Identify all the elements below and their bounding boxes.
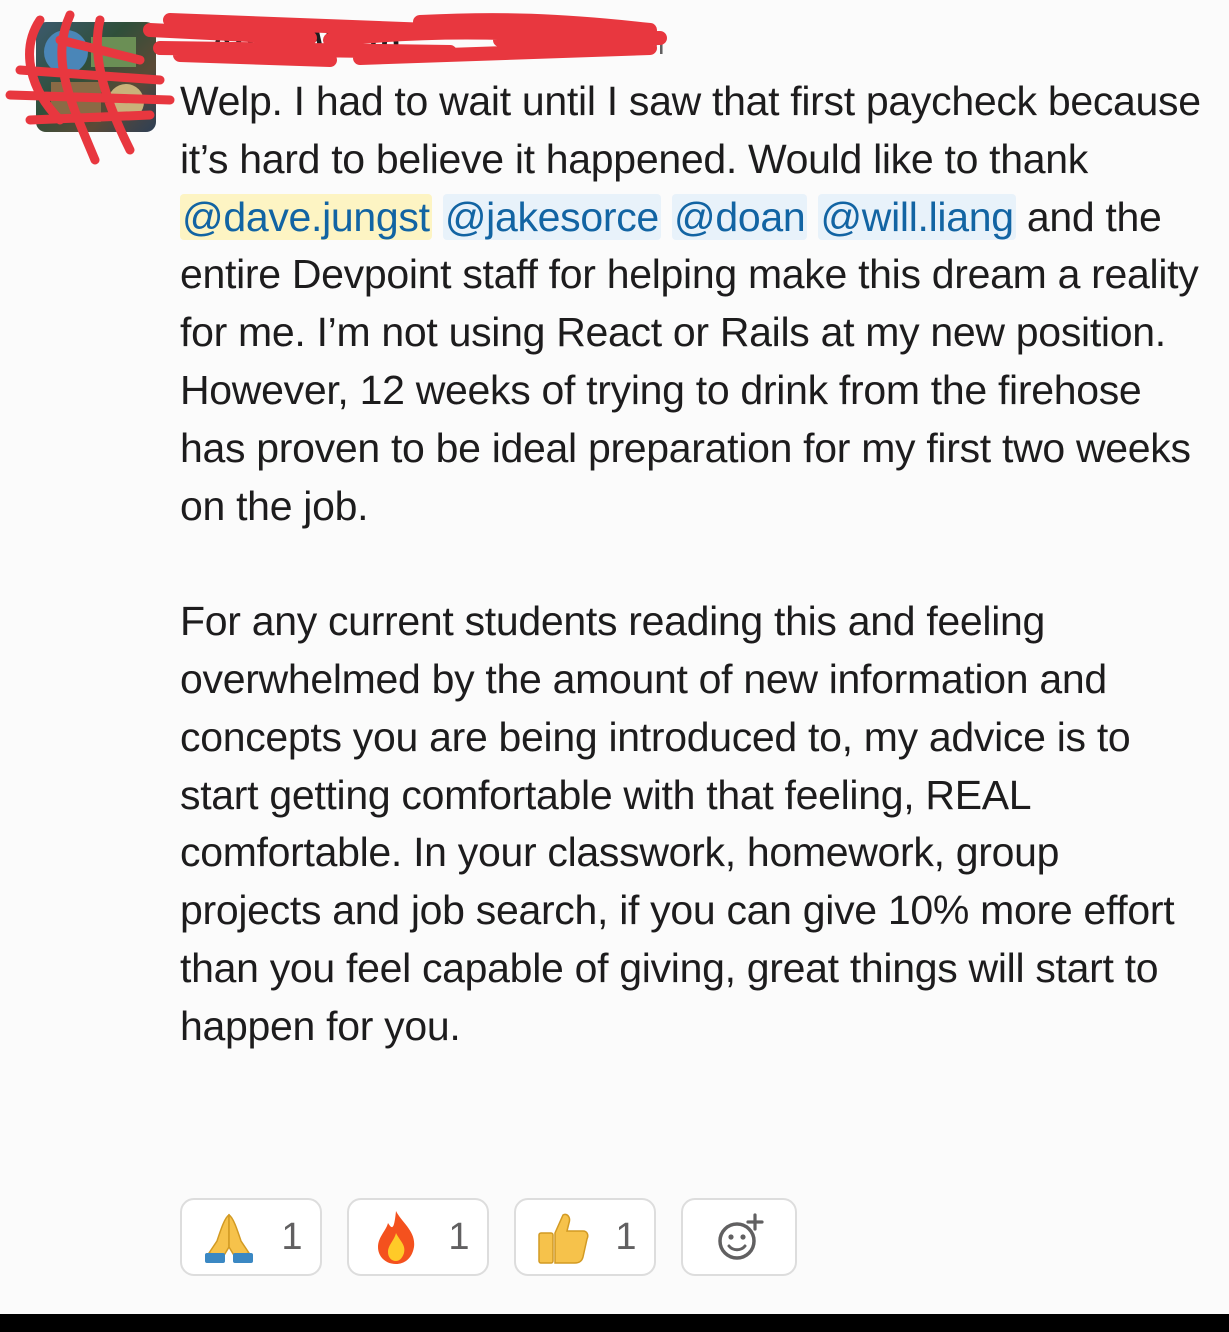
message-body [180, 73, 1210, 1056]
mention-link[interactable]: @dave.jungst [182, 193, 430, 240]
mention-link[interactable]: @doan [674, 193, 806, 240]
message-text: and the entire Devpoint staff for helping make this dream a reality for me. I’m not using React or Rails at my new position. However, 12 weeks of trying to drink from the firehose has proven to be ideal preparation for my first two weeks on the job. [180, 193, 1199, 529]
reaction-count: 1 [448, 1215, 470, 1258]
reaction-fire[interactable] [347, 1198, 489, 1276]
mention-link[interactable]: @will.liang [820, 193, 1014, 240]
message-text [432, 194, 443, 240]
reaction-pray[interactable] [180, 1198, 322, 1276]
fire-icon [366, 1207, 426, 1267]
message-text: Welp. I had to wait until I saw that first paycheck because it’s hard to believe it happened. Would like to thank [180, 78, 1201, 182]
reactions-bar [180, 1198, 797, 1276]
message-paragraph-1 [180, 73, 1210, 535]
folded-hands-icon [199, 1207, 259, 1267]
thumbs-up-icon [533, 1207, 593, 1267]
mention-link[interactable]: @jakesorce [444, 193, 659, 240]
avatar[interactable] [36, 22, 156, 132]
avatar-image [36, 22, 156, 132]
bottom-bar [0, 1314, 1229, 1332]
message-paragraph-2: For any current students reading this and feeling overwhelmed by the amount of new information and concepts you are being introduced to, my advice is to start getting comfortable with that feeling, REAL comfortable. In your classwork, homework, group projects and job search, if you can give 10% more effort than you feel capable of giving, great things will start to happen for you. [180, 598, 1175, 1049]
reaction-count: 1 [281, 1215, 303, 1258]
add-reaction-icon [709, 1207, 769, 1267]
message-text [661, 194, 672, 240]
add-reaction-button[interactable] [681, 1198, 797, 1276]
message-text [807, 194, 818, 240]
author-name[interactable]: Adam Wirth [210, 24, 401, 62]
timestamp[interactable]: PM [620, 28, 665, 61]
reaction-count: 1 [615, 1215, 637, 1258]
reaction-thumbsup[interactable] [514, 1198, 656, 1276]
